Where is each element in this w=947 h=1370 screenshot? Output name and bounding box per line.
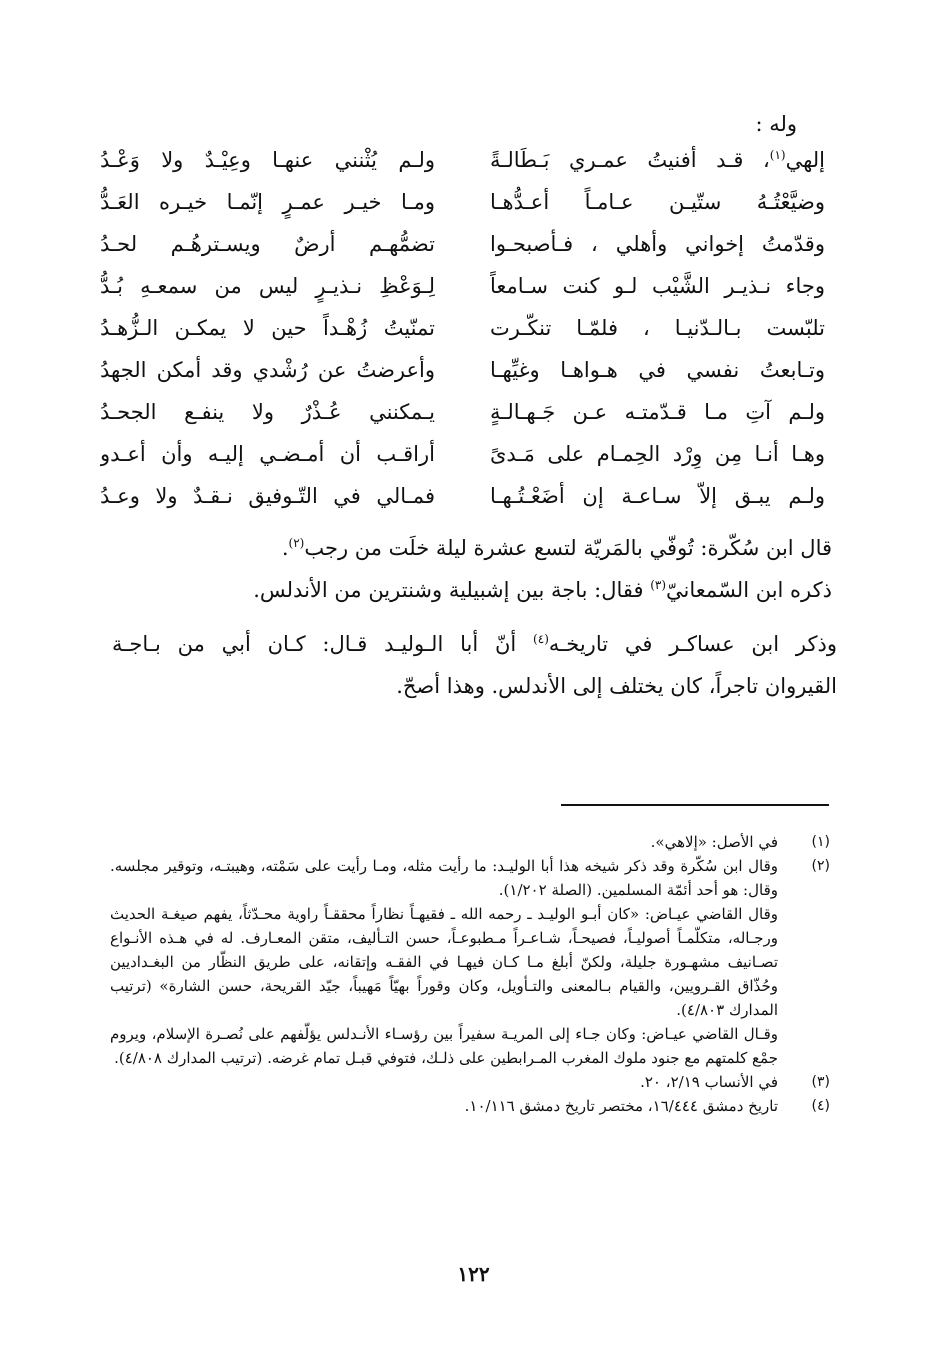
- verse-2-right: وضيَّعْتُـهُ ستّيـن عـامـاً أعـدُّهـا: [490, 190, 825, 214]
- poem-intro: وله :: [755, 112, 797, 136]
- verse-1-right: [490, 140, 825, 180]
- verse-8-left: أراقـب أن أمـضـي إليـه وأن أعـدو: [100, 442, 435, 466]
- verse-3-left: تضمُّهـم أرضٌ ويسـترهُـم لحـدُ: [100, 232, 435, 256]
- verse-6-right: وتـابعتُ نفسي في هـواهـا وغيِّهـا: [490, 358, 825, 382]
- footnote-3-number: (٣): [811, 1074, 830, 1090]
- verse-7: [100, 392, 825, 432]
- footnote-3: [110, 1070, 830, 1094]
- verse-7-left: يـمكنني عُـذْرٌ ولا ينفـع الجحـدُ: [100, 400, 435, 424]
- verse-9: [100, 476, 825, 516]
- paragraph-death-end: .: [281, 536, 289, 560]
- footnote-2: [110, 854, 830, 902]
- verse-1-left: ولـم يُثْنني عنهـا وعِيْـدٌ ولا وَعْـدُ: [100, 148, 435, 172]
- footnote-4-text: تاريخ دمشق ١٦/٤٤٤، مختصر تاريخ دمشق ١٠/١١٦.: [464, 1097, 778, 1115]
- paragraph-asakir: [112, 626, 837, 662]
- footnote-1: [110, 830, 830, 854]
- footnote-ref-2[interactable]: (٢): [288, 536, 305, 550]
- paragraph-asakir-rest: أنّ أبا الـوليـد قـال: كـان أبي من بـاجـة: [112, 632, 534, 656]
- paragraph-death-text: قال ابن سُكّرة: تُوفّي بالمَريّة لتسع عشرة ليلة خلَت من رجب: [304, 536, 832, 560]
- footnote-4: [110, 1094, 830, 1118]
- footnote-separator: [561, 804, 829, 806]
- footnote-ref-3[interactable]: (٣): [650, 578, 667, 592]
- footnote-ref-1[interactable]: (١): [769, 148, 786, 162]
- verse-3: [100, 224, 825, 264]
- footnote-2-text: وقال ابن سُكّرة وقد ذكر شيخه هذا أبا الوليـد: ما رأيت مثله، ومـا رأيت على سَمْته، وهيبتـه، وتوقير مجلسه. وقال: هو أحد أئمّة المسلمين. (الصلة ١/٢٠٢).: [110, 857, 778, 899]
- poem: [100, 140, 825, 520]
- paragraph-asakir-cont: القيروان تاجراً، كان يختلف إلى الأندلس. وهذا أصحّ.: [396, 674, 837, 698]
- paragraph-samani-start: ذكره ابن السّمعانيّ: [666, 578, 832, 602]
- verse-5-left: تمنّيتُ زُهْـداً حين لا يمكـن الـزُّهـدُ: [100, 316, 435, 340]
- verse-4-left: لِـوَعْظِ نـذيـرٍ ليس من سمعـهِ بُـدُّ: [100, 274, 435, 298]
- footnote-2-iyad-embassy: وقـال القاضي عيـاض: وكان جـاء إلى المريـة سفيراً بين رؤسـاء الأنـدلس يؤلّفهم على نُصـرة الإسلام، ويروم جمْع كلمتهم مع جنود ملوك المغرب المـرابطين على ذلـك، فتوفي قبـل تمام غرضه. (ترتيب المدارك ٤/٨٠٨).: [110, 1025, 778, 1067]
- verse-3-right: وقدّمتُ إخواني وأهلي ، فـأصبحـوا: [490, 232, 825, 256]
- verse-1-right-rest: ، قـد أفنيتُ عمـري بَـطَالـةً: [490, 148, 770, 172]
- paragraph-samani-rest: فقال: باجة بين إشبيلية وشنترين من الأندلس.: [253, 578, 651, 602]
- verse-1-right-start: إلهي: [785, 148, 825, 172]
- verse-9-right: ولـم يبـق إلاّ سـاعـة إن أضَعْـتُـهـا: [490, 484, 825, 508]
- verse-6-left: وأعرضتُ عن رُشْدي وقد أمكن الجهدُ: [100, 358, 435, 382]
- footnotes: [110, 830, 830, 1118]
- footnote-ref-4[interactable]: (٤): [533, 632, 549, 646]
- paragraph-asakir-start: وذكر ابن عساكـر في تاريخـه: [548, 632, 837, 656]
- verse-8-right: وهـا أنـا مِن وِرْد الحِمـام على مَـدىً: [490, 442, 825, 466]
- verse-6: [100, 350, 825, 390]
- footnote-4-number: (٤): [811, 1098, 830, 1114]
- verse-2: [100, 182, 825, 222]
- verse-4: [100, 266, 825, 306]
- footnote-1-number: (١): [811, 834, 830, 850]
- verse-5-right: تلبّست بـالـدّنيـا ، فلمّـا تنكّـرت: [490, 316, 825, 340]
- verse-4-right: وجاء نـذيـر الشَّيْب لـو كنت سـامعاً: [490, 274, 825, 298]
- verse-5: [100, 308, 825, 348]
- footnote-2-number: (٢): [811, 858, 830, 874]
- verse-9-left: فمـالي في التّـوفيق نـقـدٌ ولا وعـدُ: [100, 484, 435, 508]
- verse-1: [100, 140, 825, 180]
- page-number: ١٢٢: [457, 1262, 490, 1286]
- verse-7-right: ولـم آتِ مـا قـدّمتـه عـن جَـهـالـةٍ: [490, 400, 825, 424]
- paragraph-death: [112, 530, 832, 566]
- paragraph-samani: [112, 572, 832, 608]
- verse-8: [100, 434, 825, 474]
- footnote-2-iyad-quote: وقال القاضي عيـاض: «كان أبـو الوليـد ـ رحمه الله ـ فقيهـاً نظاراً محققـاً راوية محـدّثاً، يفهم صيغـة الحديث ورجـاله، متكلّمـاً أصوليـاً، فصيحـاً، شـاعـراً مـطبوعـاً، حسن التـأليف، متقن المعـارف. له في هـذه الأنـواع تصـانيف مشهـورة جليلة، ولكنّ أبلغ مـا كـان فيهـا في الفقـه وإتقانه، على طريق النظّار من البغـداديين وحُذّاق القـرويين، والقيام بـالمعنى والتـأويل، وكان وقوراً بهيّاً مَهيباً، جيّد القريحة، حسن الشارة» (ترتيب المدارك ٤/٨٠٣).: [110, 905, 778, 1019]
- verse-2-left: ومـا خيـر عمـرٍ إنّمـا خيـره العَـدُّ: [100, 190, 435, 214]
- footnote-1-text: في الأصل: «إلاهي».: [650, 833, 778, 851]
- footnote-3-text: في الأنساب ٢/١٩، ٢٠.: [640, 1073, 778, 1091]
